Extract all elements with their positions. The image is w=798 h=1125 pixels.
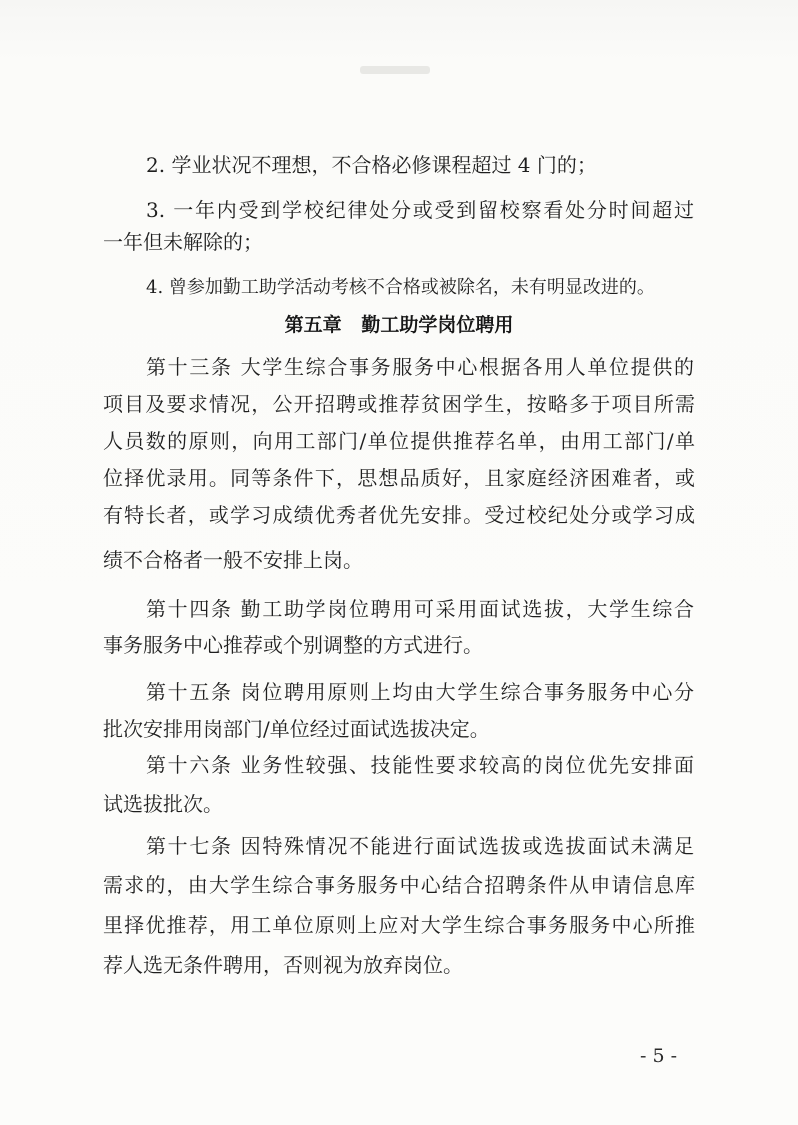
text-line: 批次安排用岗部门/单位经过面试选拔决定。 [103, 717, 490, 741]
text-line: 2. 学业状况不理想，不合格必修课程超过 4 门的； [146, 153, 597, 177]
text-line: 项目及要求情况，公开招聘或推荐贫困学生，按略多于项目所需 [103, 392, 695, 416]
text-line: 4. 曾参加勤工助学活动考核不合格或被除名，未有明显改进的。 [146, 277, 655, 298]
text-line: 3. 一年内受到学校纪律处分或受到留校察看处分时间超过 [146, 198, 694, 222]
text-line: 第十五条 岗位聘用原则上均由大学生综合事务服务中心分 [146, 680, 694, 704]
text-line: 位择优录用。同等条件下，思想品质好，且家庭经济困难者，或 [103, 466, 695, 490]
text-line: 试选拔批次。 [103, 792, 223, 816]
text-line: 第十七条 因特殊情况不能进行面试选拔或选拔面试未满足 [146, 834, 694, 858]
text-line: 需求的，由大学生综合事务服务中心结合招聘条件从申请信息库 [103, 873, 695, 897]
text-line: 第十六条 业务性较强、技能性要求较高的岗位优先安排面 [146, 753, 694, 777]
text-line: 人员数的原则，向用工部门/单位提供推荐名单，由用工部门/单 [103, 429, 695, 453]
text-line: 里择优推荐，用工单位原则上应对大学生综合事务服务中心所推 [103, 913, 695, 937]
text-line: 绩不合格者一般不安排上岗。 [103, 548, 363, 572]
chapter-heading: 第五章 勤工助学岗位聘用 [284, 314, 514, 336]
text-line: 第十三条 大学生综合事务服务中心根据各用人单位提供的 [146, 355, 694, 379]
text-line: 第十四条 勤工助学岗位聘用可采用面试选拔，大学生综合 [146, 597, 694, 621]
bleed-through-mark [360, 66, 430, 74]
text-line: 事务服务中心推荐或个别调整的方式进行。 [103, 633, 483, 657]
text-line: 荐人选无条件聘用，否则视为放弃岗位。 [103, 953, 463, 977]
page-number: - 5 - [640, 1045, 678, 1067]
text-line: 一年但未解除的； [103, 230, 263, 254]
text-line: 有特长者，或学习成绩优秀者优先安排。受过校纪处分或学习成 [103, 503, 695, 527]
